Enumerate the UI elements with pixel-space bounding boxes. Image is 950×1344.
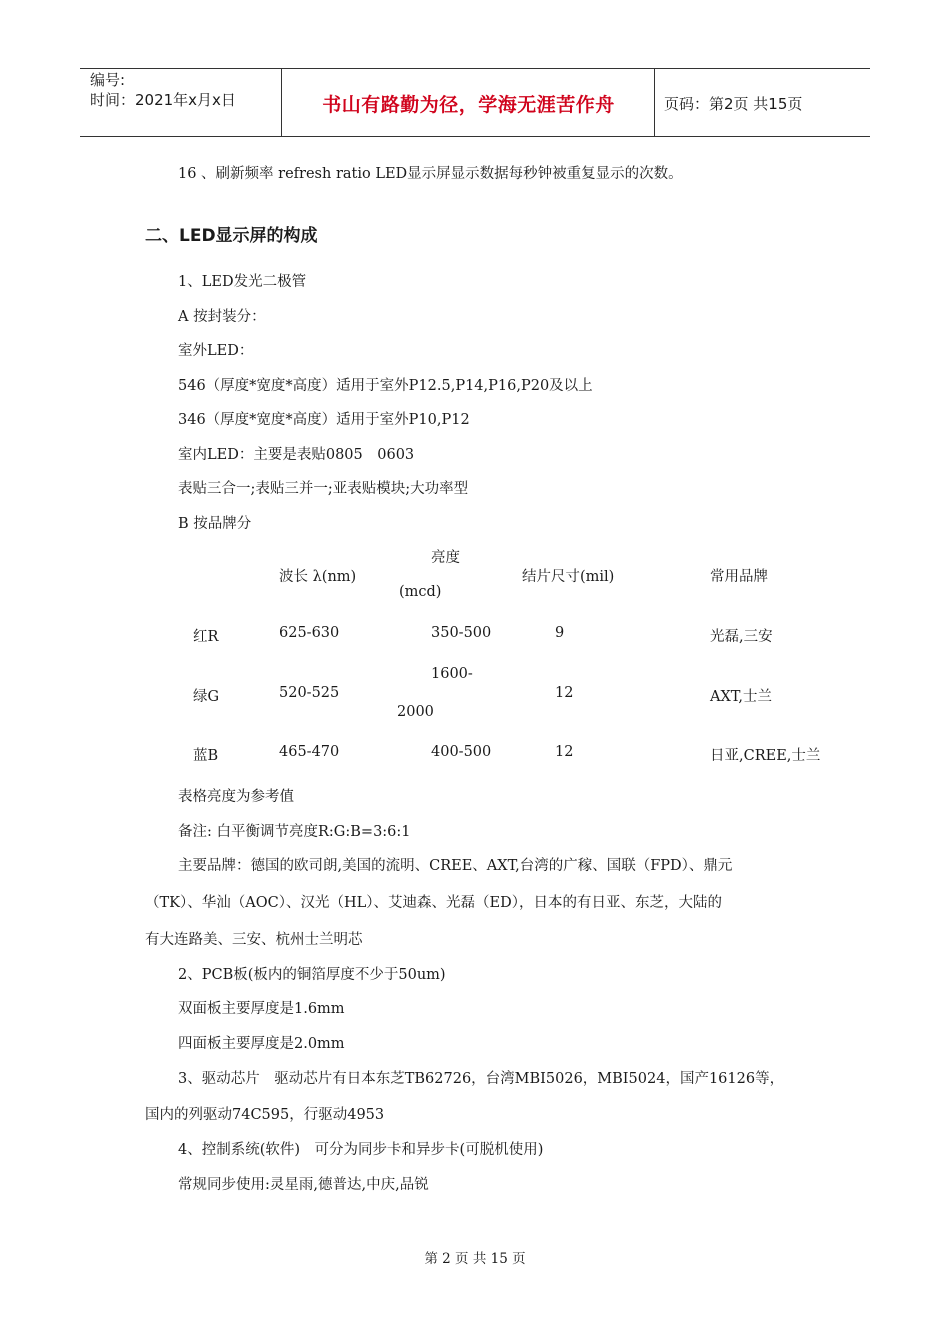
row-green-chip: 12 [555,685,574,701]
row-blue-chip: 12 [555,744,574,760]
col-header-chip-size: 结片尺寸(mil) [522,569,615,585]
pcb-four-layer: 四面板主要厚度是2.0mm [178,1036,345,1052]
row-red-color: 红R [193,629,219,645]
sync-usage: 常规同步使用:灵星雨,德普达,中庆,品锐 [178,1177,429,1193]
col-header-wavelength: 波长 λ(nm) [279,569,357,585]
header-page-info: 页码：第2页 共15页 [664,95,803,113]
row-blue-color: 蓝B [193,748,219,764]
outdoor-546-spec: 546（厚度*宽度*高度）适用于室外P12.5,P14,P16,P20及以上 [178,378,593,394]
main-brands-line1: 主要品牌：德国的欧司朗,美国的流明、CREE、AXT,台湾的广稼、国联（FPD）、鼎元 [178,858,733,874]
driver-chip-line2: 国内的列驱动74C595，行驱动4953 [145,1107,385,1123]
row-red-chip: 9 [555,625,565,641]
row-green-color: 绿G [193,689,220,705]
page-footer: 第 2 页 共 15 页 [424,1251,526,1267]
pcb-double-sided: 双面板主要厚度是1.6mm [178,1001,345,1017]
col-header-brightness-line2: (mcd) [399,584,442,600]
header-divider-right [654,68,655,136]
row-green-brightness-line2: 2000 [397,704,434,720]
control-system: 4、控制系统(软件) 可分为同步卡和异步卡(可脱机使用) [178,1142,544,1158]
row-red-brands: 光磊,三安 [710,629,773,645]
section-title: 二、LED显示屏的构成 [145,226,318,246]
col-header-brands: 常用品牌 [710,569,768,585]
document-time-label: 时间：2021年x月x日 [90,91,236,109]
by-brand-label: B 按品牌分 [178,516,252,532]
table-reference-note: 表格亮度为参考值 [178,789,294,805]
paragraph-refresh-rate: 16 、刷新频率 refresh ratio LED显示屏显示数据每秒钟被重复显示的次数。 [178,166,683,182]
white-balance-note: 备注: 白平衡调节亮度R:G:B=3:6:1 [178,824,411,840]
driver-chip-line1: 3、驱动芯片 驱动芯片有日本东芝TB62726，台湾MBI5026，MBI5024，国产16126等， [178,1071,785,1087]
header-divider-left [281,68,282,136]
row-red-brightness: 350-500 [431,625,492,641]
row-green-wavelength: 520-525 [279,685,340,701]
indoor-led-label: 室内LED：主要是表贴0805 0603 [178,447,415,463]
outdoor-led-label: 室外LED： [178,343,254,359]
header-bottom-border [80,136,870,137]
header-motto: 书山有路勤为径，学海无涯苦作舟 [322,94,615,116]
row-red-wavelength: 625-630 [279,625,340,641]
outdoor-346-spec: 346（厚度*宽度*高度）适用于室外P10,P12 [178,412,470,428]
row-blue-brands: 日亚,CREE,士兰 [710,748,821,764]
document-id-label: 编号: [90,71,126,89]
row-green-brands: AXT,士兰 [710,689,772,705]
header-meta [90,70,236,110]
row-blue-wavelength: 465-470 [279,744,340,760]
main-brands-line3: 有大连路美、三安、杭州士兰明芯 [145,932,363,948]
row-green-brightness-line1: 1600- [431,666,473,682]
by-package-label: A 按封装分： [178,309,266,325]
smd-types: 表贴三合一;表贴三并一;亚表贴模块;大功率型 [178,481,469,497]
led-title: 1、LED发光二极管 [178,274,307,290]
col-header-brightness-line1: 亮度 [431,550,460,566]
header-top-border [80,68,870,69]
main-brands-line2: （TK）、华汕（AOC）、汉光（HL）、艾迪森、光磊（ED），日本的有日亚、东芝，大陆的 [145,895,722,911]
pcb-title: 2、PCB板(板内的铜箔厚度不少于50um) [178,967,446,983]
row-blue-brightness: 400-500 [431,744,492,760]
